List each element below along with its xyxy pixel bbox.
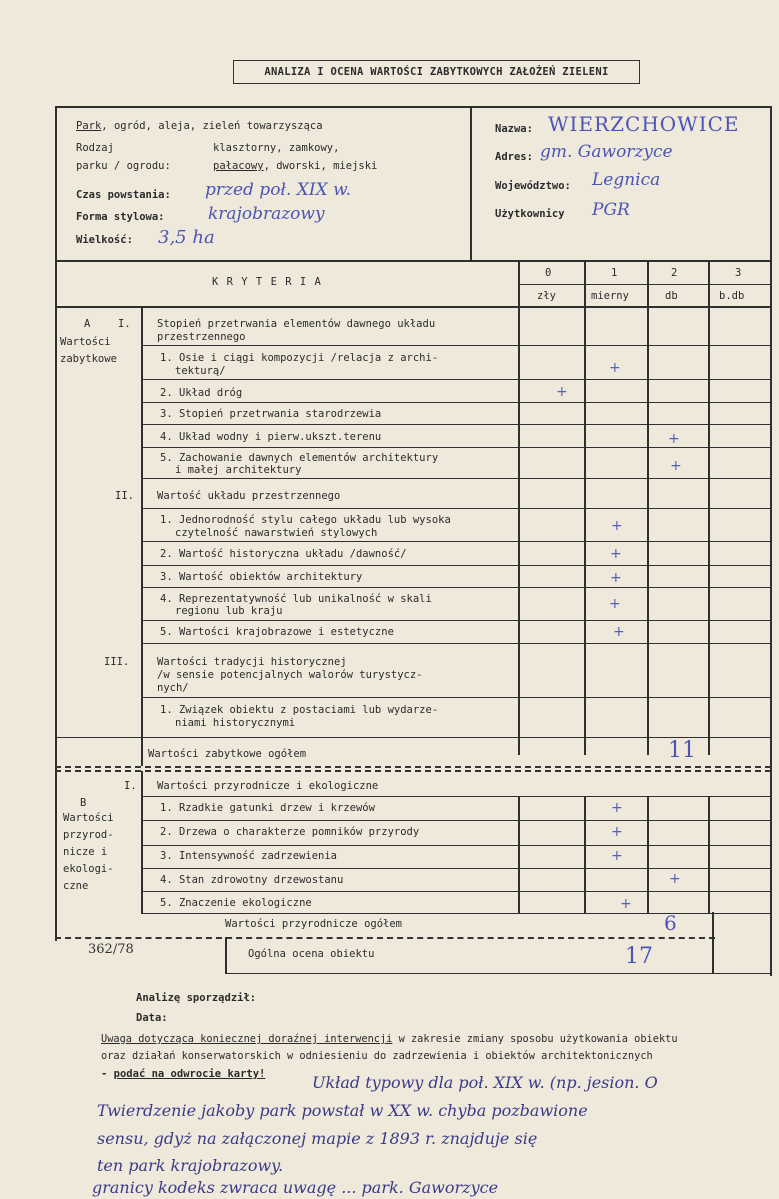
handwritten-note-4: ten park krajobrazowy. (97, 1156, 284, 1175)
sectionB-total-value: 6 (664, 911, 677, 935)
g2-item-4-l1: 4. Reprezentatywność lub unikalność w skali (160, 593, 432, 605)
overall-bottom (225, 973, 771, 974)
handwritten-note-2: Twierdzenie jakoby park powstał w XX w. chyba pozbawione (97, 1101, 588, 1120)
g1-item-1-l1: 1. Osie i ciągi kompozycji /relacja z archi- (160, 352, 439, 364)
note-line-1-underlined: Uwaga dotycząca koniecznej doraźnej interwencji (101, 1033, 393, 1045)
g2-item-5: 5. Wartości krajobrazowe i estetyczne (160, 626, 394, 638)
criteria-header-bottom (55, 306, 771, 308)
nazwa-value: WIERZCHOWICE (548, 112, 740, 136)
b-row-4 (141, 891, 771, 892)
g2-item-3: 3. Wartość obiektów architektury (160, 571, 363, 583)
uzytk-value: PGR (592, 200, 630, 220)
g2-row-2 (141, 565, 771, 566)
sectionB-letter: B (80, 797, 87, 809)
overall-right (712, 912, 714, 974)
sectionA-total-value: 11 (668, 738, 696, 763)
g1-item-5-l1: 5. Zachowanie dawnych elementów architektury (160, 452, 439, 464)
note-line-1-rest: w zakresie zmiany sposobu użytkowania obiektu (392, 1033, 678, 1045)
mark-b-3: + (611, 848, 623, 864)
col-num-3: 3 (735, 267, 742, 279)
g1-title-1: Stopień przetrwania elementów dawnego układu (157, 318, 436, 330)
type-park-underlined: Park (76, 120, 102, 132)
overall-label: Ogólna ocena obiektu (248, 948, 375, 960)
mark-b-2: + (611, 824, 623, 840)
g2-num: II. (115, 490, 134, 502)
mark-a2-5: + (613, 624, 625, 640)
mark-b-5: + (620, 896, 632, 912)
sectionA-g1-num: I. (118, 318, 131, 330)
sectionA-divider (55, 766, 771, 768)
sectionA-divider-2 (55, 770, 771, 772)
g2-row-4 (141, 620, 771, 621)
mark-a1-1: + (609, 360, 621, 376)
b-col-sep-2 (647, 796, 649, 914)
parku-label: parku / ogrodu: (76, 160, 171, 172)
reference-number: 362/78 (88, 942, 134, 957)
g2-item-1-l1: 1. Jednorodność stylu całego układu lub wysoka (160, 514, 451, 526)
b-item-3: 3. Intensywność zadrzewienia (160, 850, 338, 862)
frame-left (55, 106, 57, 941)
overall-left (225, 937, 227, 973)
note-line-3-underlined: podać na odwrocie karty! (113, 1068, 266, 1080)
g1-row-4 (141, 447, 771, 448)
prepared-label: Analizę sporządził: (136, 992, 257, 1004)
b-item-4: 4. Stan zdrowotny drzewostanu (160, 874, 344, 886)
sectionB-title: Wartości przyrodnicze i ekologiczne (157, 780, 379, 792)
g1-box-top (141, 345, 771, 346)
g1-row-1 (141, 379, 771, 380)
mark-b-1: + (611, 800, 623, 816)
g1-row-2 (141, 402, 771, 403)
sectionB-box-top (141, 796, 771, 797)
handwritten-note-5: granicy kodeks zwraca uwagę ... park. Gaworzyce (92, 1178, 499, 1197)
note-line-1 (101, 1033, 678, 1045)
g1-title-2: przestrzennego (157, 331, 246, 343)
col-label-1: mierny (591, 290, 629, 302)
form-title: ANALIZA I OCENA WARTOŚCI ZABYTKOWYCH ZAŁOŻEŃ ZIELENI (233, 60, 640, 84)
g1-item-5-l2: i małej architektury (175, 464, 302, 476)
forma-value: krajobrazowy (208, 204, 325, 224)
rodzaj-rest: , dworski, miejski (263, 160, 378, 172)
g1-item-1-l2: tekturą/ (175, 365, 226, 377)
g2-box-top (141, 508, 771, 509)
g3-item-1-l2: niami historycznymi (175, 717, 296, 729)
wielkosc-label: Wielkość: (76, 234, 133, 246)
rodzaj-line1: klasztorny, zamkowy, (213, 142, 340, 154)
sectionB-g-num: I. (124, 780, 137, 792)
g3-item-1-l1: 1. Związek obiektu z postaciami lub wydarze- (160, 704, 439, 716)
adres-value: gm. Gaworzyce (540, 142, 673, 162)
col-header-mid (518, 284, 771, 285)
col-num-0: 0 (545, 267, 552, 279)
b-row-1 (141, 820, 771, 821)
sectionB-name-4: ekologi- (63, 863, 114, 875)
g2-item-1-l2: czytelność nawarstwień stylowych (175, 527, 378, 539)
g3-num: III. (104, 656, 130, 668)
g3-title-1: Wartości tradycji historycznej (157, 656, 347, 668)
sectionA-total-label: Wartości zabytkowe ogółem (148, 748, 307, 760)
date-label: Data: (136, 1012, 168, 1024)
criteria-header: K R Y T E R I A (212, 276, 322, 288)
b-row-3 (141, 868, 771, 869)
sectionA-name1: Wartości (60, 336, 111, 348)
wielkosc-value: 3,5 ha (158, 227, 215, 248)
mark-a1-2: + (556, 384, 568, 400)
g2-row-3 (141, 587, 771, 588)
type-rest: , ogród, aleja, zieleń towarzysząca (101, 120, 323, 132)
czas-label: Czas powstania: (76, 189, 171, 201)
sectionA-name2: zabytkowe (60, 353, 117, 365)
g3-box-top (141, 697, 771, 698)
col-label-2: db (665, 290, 678, 302)
g1-item-4: 4. Układ wodny i pierw.ukszt.terenu (160, 431, 382, 443)
handwritten-note-3: sensu, gdyż na załączonej mapie z 1893 r. znajduje się (97, 1129, 538, 1148)
g1-item-2: 2. Układ dróg (160, 387, 243, 399)
g2-box-bottom (141, 643, 771, 644)
mark-a2-1: + (611, 518, 623, 534)
note-line-3-dash: - (101, 1068, 114, 1080)
uzytk-label: Użytkownicy (495, 208, 565, 220)
nazwa-label: Nazwa: (495, 123, 533, 135)
sectionB-name-2: przyrod- (63, 829, 114, 841)
g1-box-bottom (141, 478, 771, 479)
g2-title: Wartość układu przestrzennego (157, 490, 341, 502)
g3-box-bottom (55, 737, 771, 738)
rodzaj-palacowy: pałacowy (213, 160, 264, 172)
sectionA-letter: A (84, 318, 91, 330)
mark-a2-2: + (610, 546, 622, 562)
rodzaj-line2 (213, 160, 377, 172)
handwritten-note-1: Układ typowy dla poł. XIX w. (np. jesion. O (312, 1073, 658, 1092)
sectionB-left-divider (141, 771, 143, 914)
czas-value: przed poł. XIX w. (205, 180, 352, 200)
mark-b-4: + (669, 871, 681, 887)
b-item-1: 1. Rzadkie gatunki drzew i krzewów (160, 802, 375, 814)
b-item-5: 5. Znaczenie ekologiczne (160, 897, 312, 909)
rodzaj-label: Rodzaj (76, 142, 114, 154)
g1-item-3: 3. Stopień przetrwania starodrzewia (160, 408, 382, 420)
b-row-2 (141, 845, 771, 846)
sectionB-total-label: Wartości przyrodnicze ogółem (225, 918, 403, 930)
note-line-3 (101, 1068, 265, 1080)
type-line (76, 120, 323, 132)
frame-top (55, 106, 771, 108)
info-bottom (55, 260, 771, 262)
col-num-1: 1 (611, 267, 618, 279)
sectionB-name-3: nicze i (63, 846, 108, 858)
woj-value: Legnica (592, 170, 661, 190)
overall-value: 17 (625, 944, 653, 969)
g3-title-3: nych/ (157, 682, 189, 694)
b-col-sep-3 (708, 796, 710, 914)
g2-item-2: 2. Wartość historyczna układu /dawność/ (160, 548, 407, 560)
mark-a1-5: + (670, 458, 682, 474)
note-line-2: oraz działań konserwatorskich w odniesieniu do zadrzewienia i obiektów architektonicznych (101, 1050, 653, 1062)
mark-a1-4: + (668, 431, 680, 447)
col-num-2: 2 (671, 267, 678, 279)
col-label-0: zły (537, 290, 556, 302)
g3-title-2: /w sensie potencjalnych walorów turystycz- (157, 669, 423, 681)
b-item-2: 2. Drzewa o charakterze pomników przyrody (160, 826, 420, 838)
sectionB-divider (55, 937, 715, 939)
forma-label: Forma stylowa: (76, 211, 165, 223)
col-label-3: b.db (719, 290, 745, 302)
woj-label: Województwo: (495, 180, 571, 192)
sectionB-name-1: Wartości (63, 812, 114, 824)
g1-row-3 (141, 424, 771, 425)
mark-a2-4: + (609, 596, 621, 612)
info-divider (470, 106, 472, 261)
b-col-sep-1 (584, 796, 586, 914)
mark-a2-3: + (610, 570, 622, 586)
b-col-sep-0 (518, 796, 520, 914)
sectionB-name-5: czne (63, 880, 89, 892)
g2-item-4-l2: regionu lub kraju (175, 605, 283, 617)
adres-label: Adres: (495, 151, 533, 163)
g2-row-1 (141, 541, 771, 542)
